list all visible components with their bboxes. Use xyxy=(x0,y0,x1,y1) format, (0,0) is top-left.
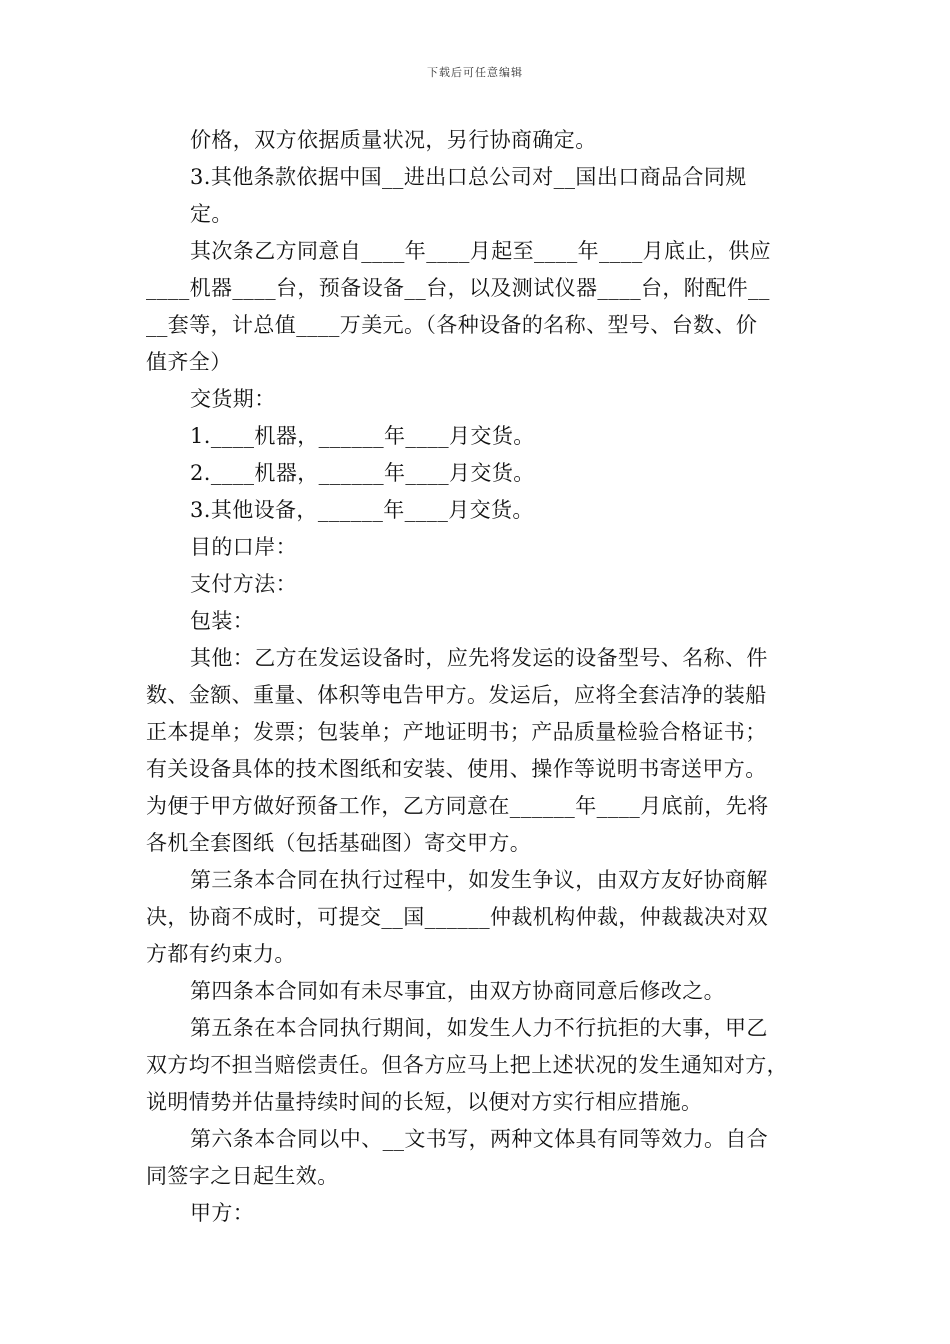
text-line: 说明情势并估量持续时间的长短，以便对方实行相应措施。 xyxy=(146,1090,703,1114)
text-line: 方都有约束力。 xyxy=(146,942,296,966)
text-line: 1.____机器，______年____月交货。 xyxy=(190,424,535,448)
text-line: 第三条本合同在执行过程中，如发生争议，由双方友好协商解 xyxy=(190,868,768,892)
text-line: 定。 xyxy=(190,202,233,226)
text-line: 价格，双方依据质量状况，另行协商确定。 xyxy=(190,128,597,152)
text-line: 正本提单；发票；包装单；产地证明书；产品质量检验合格证书； xyxy=(146,720,767,744)
page-header: 下载后可任意编辑 xyxy=(427,66,523,79)
text-line: 双方均不担当赔偿责任。但各方应马上把上述状况的发生通知对方， xyxy=(146,1053,788,1077)
text-line: __套等，计总值____万美元。（各种设备的名称、型号、台数、价 xyxy=(146,313,758,337)
text-line: 决，协商不成时，可提交__国______仲裁机构仲裁，仲裁裁决对双 xyxy=(146,905,769,929)
text-line: 有关设备具体的技术图纸和安装、使用、操作等说明书寄送甲方。 xyxy=(146,757,767,781)
text-line: 甲方： xyxy=(190,1201,255,1225)
text-line: 目的口岸： xyxy=(190,535,297,559)
text-line: 第五条在本合同执行期间，如发生人力不行抗拒的大事，甲乙 xyxy=(190,1016,768,1040)
text-line: 交货期： xyxy=(190,387,276,411)
text-line: 其他：乙方在发运设备时，应先将发运的设备型号、名称、件 xyxy=(190,646,768,670)
text-line: 第六条本合同以中、__文书写，两种文体具有同等效力。自合 xyxy=(190,1127,769,1151)
text-line: 值齐全） xyxy=(146,350,232,374)
text-line: 同签字之日起生效。 xyxy=(146,1164,339,1188)
text-line: 第四条本合同如有未尽事宜，由双方协商同意后修改之。 xyxy=(190,979,725,1003)
text-line: 其次条乙方同意自____年____月起至____年____月底止，供应 xyxy=(190,239,771,263)
text-line: 支付方法： xyxy=(190,572,297,596)
text-line: 3.其他设备，______年____月交货。 xyxy=(190,498,534,522)
text-line: 为便于甲方做好预备工作，乙方同意在______年____月底前，先将 xyxy=(146,794,769,818)
text-line: 2.____机器，______年____月交货。 xyxy=(190,461,535,485)
document-body xyxy=(146,122,836,1232)
text-line: 3.其他条款依据中国__进出口总公司对__国出口商品合同规 xyxy=(190,165,747,189)
text-line: ____机器____台，预备设备__台，以及测试仪器____台，附配件__ xyxy=(146,276,770,300)
text-line: 各机全套图纸（包括基础图）寄交甲方。 xyxy=(146,831,532,855)
text-line: 数、金额、重量、体积等电告甲方。发运后，应将全套洁净的装船 xyxy=(146,683,767,707)
text-line: 包装： xyxy=(190,609,255,633)
